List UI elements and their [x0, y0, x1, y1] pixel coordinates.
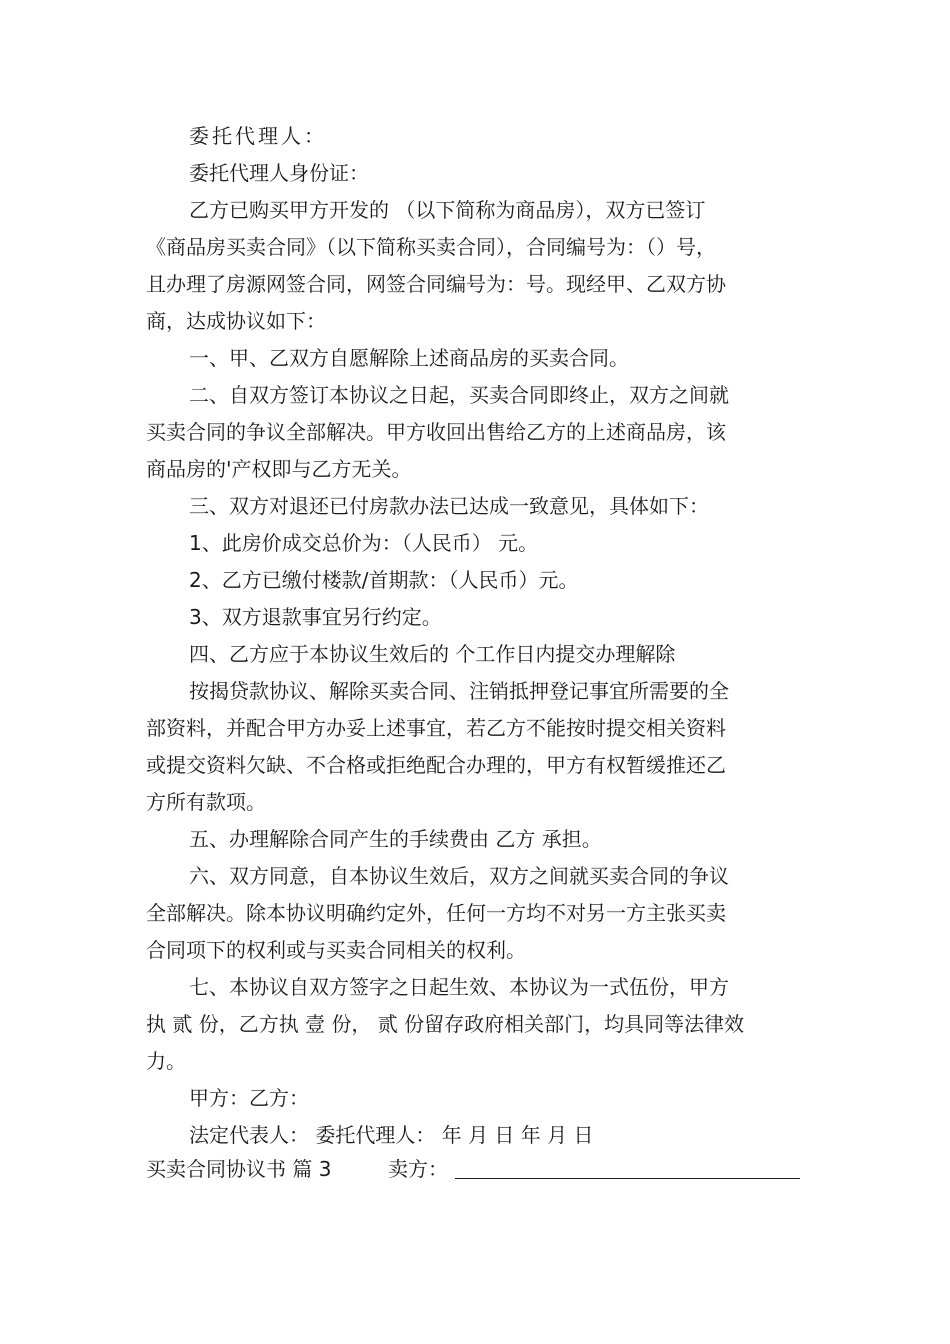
clause-4-line: 四、乙方应于本协议生效后的 个工作日内提交办理解除	[189, 642, 676, 666]
clause-2-line: 二、自双方签订本协议之日起，买卖合同即终止，双方之间就	[189, 383, 729, 407]
clause-1: 一、甲、乙双方自愿解除上述商品房的买卖合同。	[189, 346, 629, 370]
clause-7-line: 力。	[146, 1049, 186, 1073]
intro-paragraph-line: 且办理了房源网签合同，网签合同编号为：号。现经甲、乙双方协	[146, 272, 726, 296]
clause-3-item-3: 3、双方退款事宜另行约定。	[189, 605, 442, 629]
clause-3-item-1: 1、此房价成交总价为：（人民币） 元。	[189, 531, 539, 555]
representative-date-line: 法定代表人： 委托代理人： 年 月 日 年 月 日	[189, 1123, 594, 1147]
seller-blank-line	[455, 1178, 800, 1179]
clause-6-line: 全部解决。除本协议明确约定外，任何一方均不对另一方主张买卖	[146, 901, 726, 925]
intro-paragraph-line: 乙方已购买甲方开发的 （以下简称为商品房），双方已签订	[189, 198, 706, 222]
clause-7-line: 七、本协议自双方签字之日起生效、本协议为一式伍份，甲方	[189, 975, 729, 999]
clause-3: 三、双方对退还已付房款办法已达成一致意见，具体如下：	[189, 494, 709, 518]
clause-4-line: 或提交资料欠缺、不合格或拒绝配合办理的，甲方有权暂缓推还乙	[146, 753, 726, 777]
section-title: 买卖合同协议书 篇 3	[146, 1157, 332, 1181]
clause-2-line: 商品房的'产权即与乙方无关。	[146, 457, 412, 481]
agent-id-label: 委托代理人身份证：	[189, 161, 369, 185]
seller-label: 卖方：	[388, 1157, 448, 1181]
clause-6-line: 六、双方同意，自本协议生效后，双方之间就买卖合同的争议	[189, 864, 729, 888]
party-signature-labels: 甲方：乙方：	[189, 1086, 309, 1110]
clause-2-line: 买卖合同的争议全部解决。甲方收回出售给乙方的上述商品房，该	[146, 420, 726, 444]
agent-label: 委托代理人：	[189, 124, 327, 148]
clause-5: 五、办理解除合同产生的手续费由 乙方 承担。	[189, 827, 602, 851]
intro-paragraph-line: 《商品房买卖合同》（以下简称买卖合同），合同编号为：（）号，	[146, 235, 716, 259]
clause-4-line: 部资料，并配合甲方办妥上述事宜，若乙方不能按时提交相关资料	[146, 716, 726, 740]
clause-6-line: 合同项下的权利或与买卖合同相关的权利。	[146, 938, 526, 962]
clause-4-line: 按揭贷款协议、解除买卖合同、注销抵押登记事宜所需要的全	[189, 679, 729, 703]
intro-paragraph-line: 商，达成协议如下：	[146, 309, 326, 333]
clause-7-line: 执 贰 份，乙方执 壹 份， 贰 份留存政府相关部门，均具同等法律效	[146, 1012, 745, 1036]
clause-4-line: 方所有款项。	[146, 790, 266, 814]
clause-3-item-2: 2、乙方已缴付楼款/首期款：（人民币）元。	[189, 568, 579, 592]
